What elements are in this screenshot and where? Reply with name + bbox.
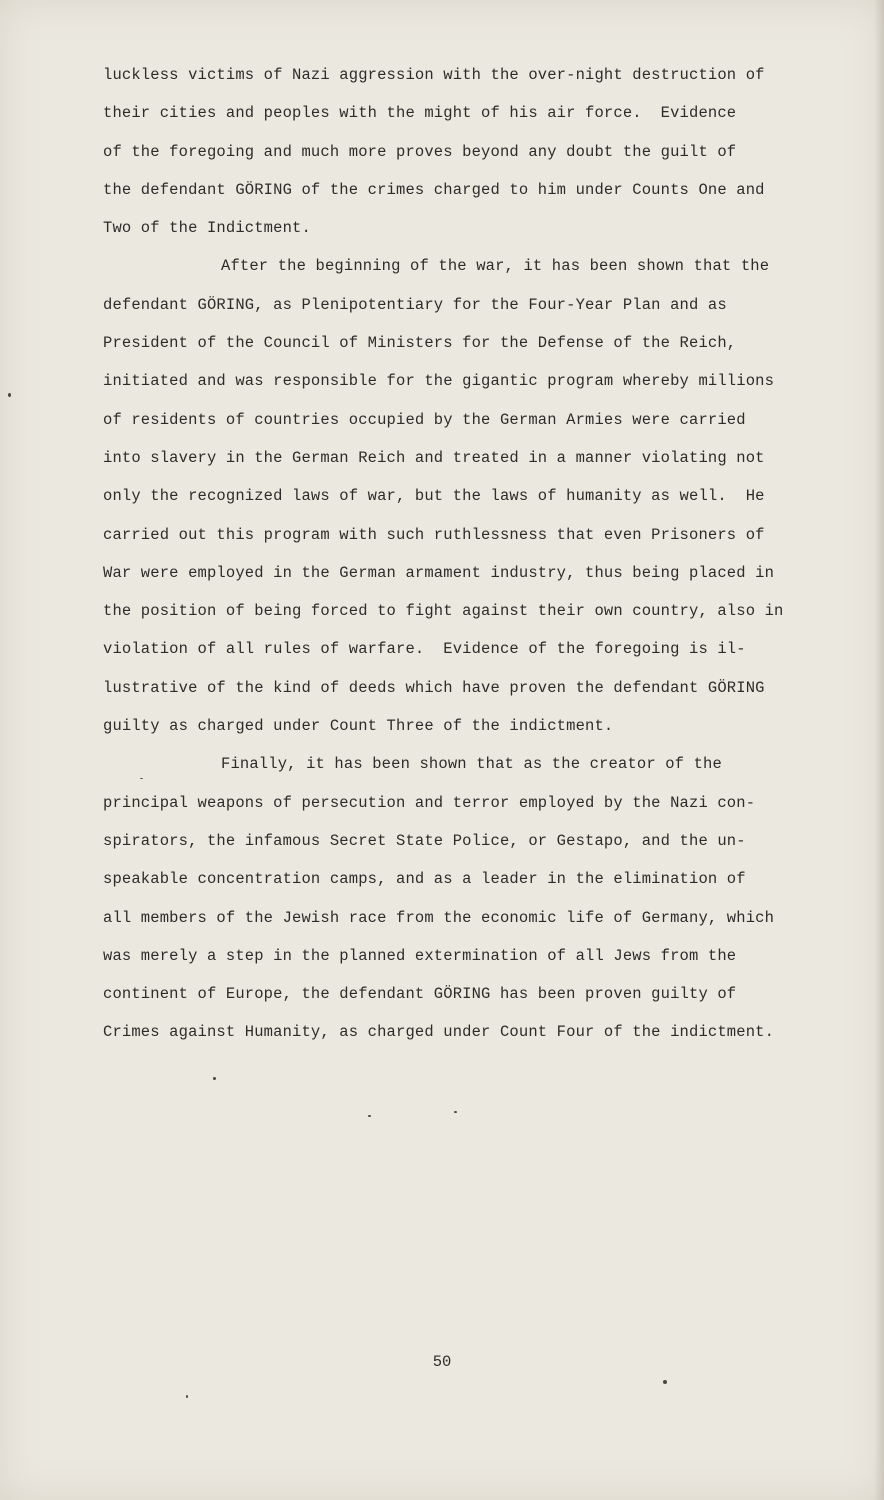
text-line: principal weapons of persecution and terror employed by the Nazi con- [103,793,756,812]
text-line: of residents of countries occupied by the German Armies were carried [103,410,746,429]
text-line: initiated and was responsible for the gigantic program whereby millions [103,372,775,391]
text-line: violation of all rules of warfare. Evidence of the foregoing is il- [103,640,746,659]
scan-speck [663,1380,667,1384]
text-line: of the foregoing and much more proves beyond any doubt the guilt of [103,142,737,161]
scan-speck [140,778,143,779]
text-line: defendant GÖRING, as Plenipotentiary for the Four-Year Plan and as [103,295,727,314]
text-line: only the recognized laws of war, but the laws of humanity as well. He [103,487,765,506]
text-line: luckless victims of Nazi aggression with the over-night destruction of [103,66,765,84]
page-number: 50 [432,1353,452,1371]
text-line: the position of being forced to fight against their own country, also in [103,602,784,621]
page-edge-shadow [874,0,884,1500]
text-line: Two of the Indictment. [103,219,311,238]
text-line: War were employed in the German armament industry, thus being placed in [103,563,775,582]
text-line: Crimes against Humanity, as charged under Count Four of the indictment. [103,1023,775,1042]
scan-speck [186,1395,188,1398]
text-line: guilty as charged under Count Three of the indictment. [103,717,614,736]
text-line: President of the Council of Ministers for the Defense of the Reich, [103,334,737,353]
text-line: was merely a step in the planned extermination of all Jews from the [103,946,737,965]
text-line: the defendant GÖRING of the crimes charged to him under Counts One and [103,180,765,199]
text-line: spirators, the infamous Secret State Police, or Gestapo, and the un- [103,831,746,850]
scan-speck [213,1077,216,1080]
text-line: lustrative of the kind of deeds which have proven the defendant GÖRING [103,678,765,697]
text-line: carried out this program with such ruthlessness that even Prisoners of [103,525,765,544]
text-line: their cities and peoples with the might of his air force. Evidence [103,104,737,123]
scan-speck [8,393,11,397]
scan-speck [454,1111,457,1113]
text-line-indented: Finally, it has been shown that as the creator of the [221,755,722,774]
text-line-indented: After the beginning of the war, it has been shown that the [221,257,770,276]
text-line: speakable concentration camps, and as a leader in the elimination of [103,870,746,889]
scan-speck [368,1115,371,1117]
document-body [103,56,803,1052]
text-line: into slavery in the German Reich and treated in a manner violating not [103,448,765,467]
text-line: all members of the Jewish race from the economic life of Germany, which [103,908,775,927]
text-line: continent of Europe, the defendant GÖRING has been proven guilty of [103,985,737,1004]
